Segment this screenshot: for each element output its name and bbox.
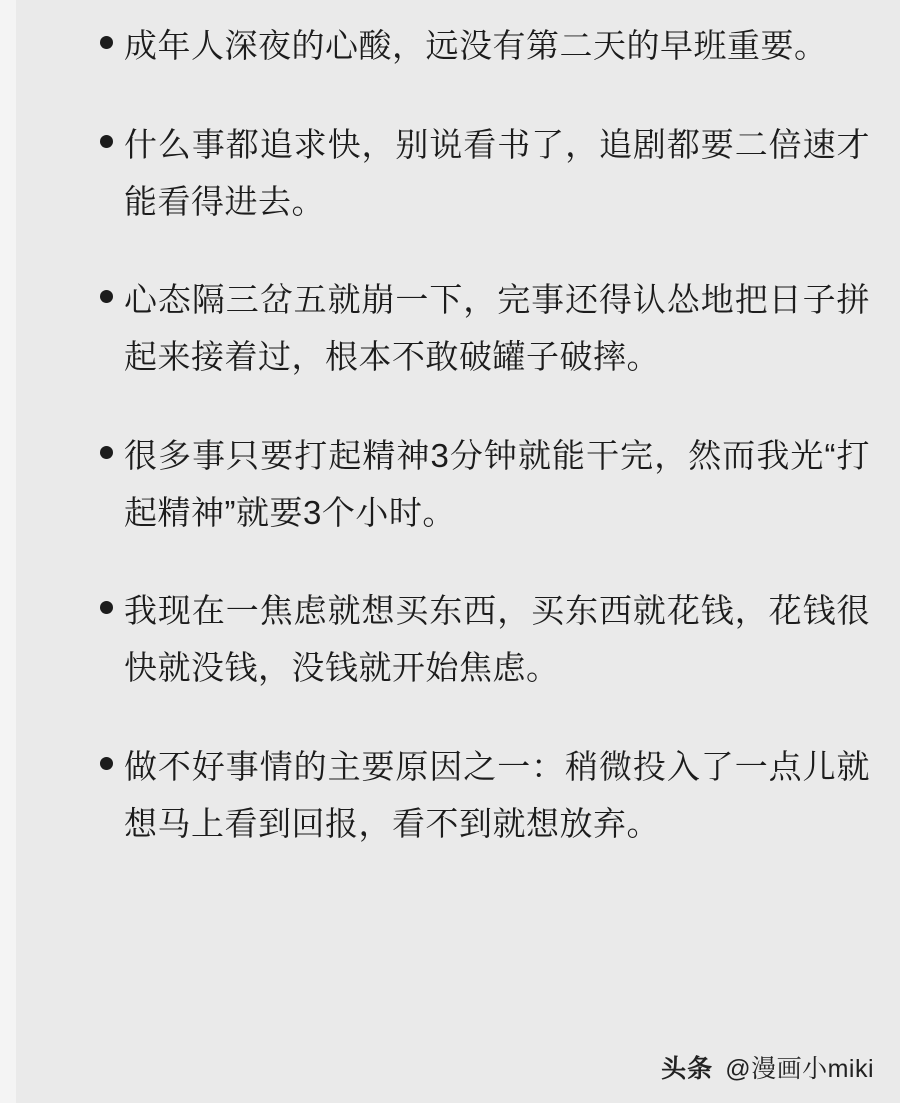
list-item-text: 做不好事情的主要原因之一：稍微投入了一点儿就想马上看到回报，看不到就想放弃。 — [124, 747, 870, 842]
bullet-dot-icon — [100, 446, 113, 459]
list-item-text: 什么事都追求快，别说看书了，追剧都要二倍速才能看得进去。 — [124, 125, 870, 220]
list-item-text: 心态隔三岔五就崩一下，完事还得认怂地把日子拼起来接着过，根本不敢破罐子破摔。 — [124, 281, 870, 375]
list-item — [56, 428, 870, 542]
list-item-text: 我现在一焦虑就想买东西，买东西就花钱，花钱很快就没钱，没钱就开始焦虑。 — [124, 592, 870, 686]
list-item-text: 成年人深夜的心酸，远没有第二天的早班重要。 — [124, 27, 828, 64]
list-item — [56, 583, 870, 697]
bullet-dot-icon — [100, 757, 113, 770]
watermark — [661, 1049, 874, 1085]
bullet-list — [56, 18, 870, 852]
page-left-margin — [0, 0, 16, 1103]
document-content — [16, 0, 900, 894]
list-item — [56, 272, 870, 386]
bullet-dot-icon — [100, 601, 113, 614]
watermark-handle: @漫画小miki — [725, 1055, 874, 1083]
bullet-dot-icon — [100, 290, 113, 303]
list-item — [56, 117, 870, 231]
list-item — [56, 18, 870, 75]
bullet-dot-icon — [100, 135, 113, 148]
watermark-brand: 头条 — [661, 1055, 714, 1083]
bullet-dot-icon — [100, 36, 113, 49]
list-item — [56, 739, 870, 853]
list-item-text: 很多事只要打起精神3分钟就能干完，然而我光“打起精神”就要3个小时。 — [124, 436, 870, 531]
